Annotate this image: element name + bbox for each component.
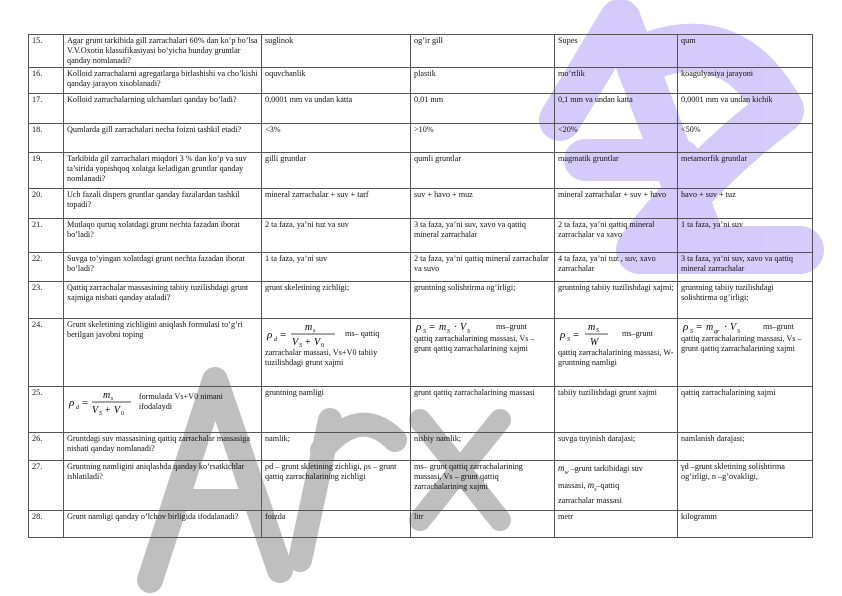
svg-text:S: S [98,410,102,416]
answer-a: suglinok [262,35,411,68]
formula-solid-density [414,320,551,334]
svg-text:d: d [274,337,277,343]
svg-text:S: S [299,343,302,348]
answer-b: 0,01 mm [411,94,555,124]
formula-note: ms– qattiq [345,329,380,338]
answer-c: suvga tuyinish darajasi; [555,433,678,461]
answer-d: qattiq zarrachalarining xajmi [678,387,813,433]
row-number: 21. [29,219,64,253]
question-text: Grunt namligi qanday o’lchov birligida ifodalanadi? [64,511,262,538]
answer-a: grunt skeletining zichligi; [262,282,411,319]
answer-b: og’ir gill [411,35,555,68]
table-row [29,387,813,433]
row-number: 27. [29,461,64,511]
table-row [29,461,813,511]
question-text: Gruntning namligini aniqlashda qanday ko’rsatkichlar ishlatiladi? [64,461,262,511]
svg-text:·: · [724,322,728,333]
svg-text:V: V [91,404,99,416]
table-row [29,94,813,124]
svg-text:ρ: ρ [416,321,422,333]
answer-d: <50% [678,124,813,153]
question-text: Suvga to’yingan xolatdagi grunt nechta fazadan iborat bo’ladi? [64,253,262,282]
symbol-mw-icon: $m_w$ [558,463,569,476]
svg-text:m: m [305,322,313,333]
answer-b: gruntning solishtirma og’irligi; [411,282,555,319]
question-text: Mutlaqo quruq xolatdagi grunt nechta fazadan iborat bo’ladi? [64,219,262,253]
question-text: Qumlarda gill zarrachalari necha foizni tashkil etadi? [64,124,262,153]
svg-text:ρ: ρ [560,329,566,341]
answer-d: 1 ta faza, ya’ni suv [678,219,813,253]
answer-d: gruntning tabiiy tuzilishdagi solishtirma og’irligi; [678,282,813,319]
answer-b [411,319,555,387]
answer-a: gruntning namligi [262,387,411,433]
answer-c: gruntning tabiiy tuzilishdagi xajmi; [555,282,678,319]
table-row [29,153,813,189]
svg-text:=: = [696,321,703,333]
svg-text:0: 0 [120,410,124,416]
answer-c-line4: zarrachalar massasi [558,495,622,505]
row-number: 16. [29,68,64,94]
answer-d: namlanish darajasi; [678,433,813,461]
answer-a: ρd – grunt skletining zichligi, ρs – grunt qattiq zarrachalarining zichligi [262,461,411,511]
question-text-suffix: formulada Vs+V0 nimani ifodalaydi [138,392,223,411]
row-number: 17. [29,94,64,124]
svg-text:m: m [102,390,111,402]
question-text: Grunt skeletining zichligini aniqlash formulasi to’g’ri berilgan javobni toping [64,319,262,387]
svg-text:m: m [439,322,447,333]
answer-c-line1: –grunt tarkibidagi suv [570,464,643,473]
answer-d: koagulyasiya jarayoni [678,68,813,94]
row-number: 20. [29,189,64,219]
quiz-table [28,34,813,538]
answer-c: metr [555,511,678,538]
answer-a: <3% [262,124,411,153]
formula-rho-s-gr-icon [681,320,757,334]
answer-b: qumli gruntlar [411,153,555,189]
question-text [64,387,262,433]
answer-c: 2 ta faza, ya’ni qattiq mineral zarrachalar va xavo [555,219,678,253]
svg-text:W: W [590,337,599,348]
answer-a: 2 ta faza, ya’ni tuz va suv [262,219,411,253]
answer-d: kilogramm [678,511,813,538]
svg-text:d: d [75,404,79,411]
formula-rho-d-icon [67,388,133,416]
answer-b: >10% [411,124,555,153]
svg-text:m: m [588,322,596,333]
answer-c: <20% [555,124,678,153]
svg-text:·: · [454,322,458,333]
answer-b: nisbiy namlik; [411,433,555,461]
svg-text:V: V [460,322,467,333]
svg-text:S: S [567,337,570,343]
table-row [29,189,813,219]
formula-rho-s-w-icon [558,320,616,348]
row-number: 28. [29,511,64,538]
svg-text:=: = [280,329,287,341]
svg-text:ρ: ρ [267,329,273,341]
formula-note: ms–grunt [496,322,527,331]
formula-description: qattiq zarrachalarining massasi, Vs –grunt qattiq zarrachalarining xajmi [681,334,802,353]
svg-text:0: 0 [321,343,324,348]
question-text: Kolloid zarrachalarni agregatlarga birlashishi va cho’kishi qanday jarayon xisoblanadi? [64,68,262,94]
table-row [29,219,813,253]
symbol-ms-icon: $m_s$ [587,479,597,493]
question-text: Agar grunt tarkibida gill zarrachalari 60% dan ko’p bo’lsa V.V.Oxotin klassifikasiyasi bo’yicha bunday gruntlar qanday nomlanadi? [64,35,262,68]
answer-c [555,319,678,387]
row-number: 25. [29,387,64,433]
svg-text:S: S [423,329,426,334]
formula-note: ms–grunt [763,322,794,331]
row-number: 22. [29,253,64,282]
answer-d: γd –grunt skletining solishtirma og’irligi, n –g’ovakligi, [678,461,813,511]
svg-text:=: = [573,329,580,341]
row-number: 24. [29,319,64,387]
answer-b: suv + havo + muz [411,189,555,219]
formula-rho-d-icon [265,320,339,348]
question-text: Gruntdagi suv massasining qattiq zarrachalar massasiga nisbati qanday nomlanadi? [64,433,262,461]
svg-text:S: S [737,329,740,334]
answer-c: 4 ta faza, ya’ni tuz , suv, xavo zarrachalar [555,253,678,282]
answer-a: gilli gruntlar [262,153,411,189]
svg-text:ρ: ρ [68,396,75,409]
table-row [29,511,813,538]
answer-d: 0,0001 mm va undan kichik [678,94,813,124]
question-text: Kolloid zarrachalarning ulchamlari qanday bo’ladi? [64,94,262,124]
answer-b: 2 ta faza, ya’ni qattiq mineral zarrachalar va suvo [411,253,555,282]
formula-note: ms–grunt [622,329,653,338]
answer-c: magmatik gruntlar [555,153,678,189]
answer-c-line2: massasi, [558,480,586,490]
table-row [29,124,813,153]
answer-a: 1 ta faza, ya’ni suv [262,253,411,282]
table-row [29,319,813,387]
svg-text:S: S [467,329,470,334]
row-number: 23. [29,282,64,319]
answer-c: mo’rtlik [555,68,678,94]
row-number: 18. [29,124,64,153]
answer-a [262,319,411,387]
answer-d: havo + suv + tuz [678,189,813,219]
formula-description: zarrachalar massasi, Vs+V0 tabiiy tuzilishdagi grunt xajmi [265,348,378,367]
svg-text:s: s [110,396,114,403]
table-row [29,433,813,461]
question-text: Uch fazali dispers gruntlar qanday fazalardan tashkil topadi? [64,189,262,219]
formula-description: qattiq zarrachalarining massasi, Vs –grunt qattiq zarrachalarining xajmi [414,334,535,353]
formula-gr-density [681,320,809,334]
svg-text:S: S [447,329,450,334]
row-number: 26. [29,433,64,461]
answer-a: namlik; [262,433,411,461]
formula-description: qattiq zarrachalarining massasi, W- gruntning namligi [558,348,674,367]
answer-a: foizda [262,511,411,538]
svg-text:S: S [690,329,693,334]
row-number: 19. [29,153,64,189]
answer-c: Supes [555,35,678,68]
svg-text:V: V [113,404,121,416]
answer-c-line3: –qattiq [596,480,620,490]
answer-b: litr [411,511,555,538]
svg-text:=: = [81,396,89,409]
question-text: Tarkibida gil zarrachalari miqdori 3 % dan ko’p va suv ta’sirida yopishqoq xolatga keladigan gruntlar qanday nomlanadi? [64,153,262,189]
formula-question [67,388,258,416]
svg-text:s: s [313,328,316,334]
formula-solid-moisture [558,320,674,348]
table-row [29,68,813,94]
svg-text:ρ: ρ [683,321,689,333]
formula-skeleton-density [265,320,407,348]
answer-d [678,319,813,387]
answer-b: ms– grunt qattiq zarrachalarining massasi, Vs – grunt qattiq zarrachalarining xajmi [411,461,555,511]
formula-rho-s-icon [414,320,490,334]
answer-b: plastik [411,68,555,94]
question-text: Qattiq zarrachalar massasining tabiiy tuzilishdagi grunt xajmiga nisbati qanday ataladi? [64,282,262,319]
svg-text:V: V [292,337,299,348]
svg-text:gr: gr [714,329,720,334]
svg-text:S: S [596,328,599,334]
svg-text:m: m [706,322,714,333]
svg-text:+: + [104,404,111,416]
table-row [29,35,813,68]
table-row [29,253,813,282]
svg-text:V: V [314,337,321,348]
answer-b: 3 ta faza, ya’ni suv, xavo va qattiq mineral zarrachalar [411,219,555,253]
svg-text:=: = [429,321,436,333]
answer-d: qum [678,35,813,68]
answer-b: grunt qattiq zarrachalarining massasi [411,387,555,433]
answer-c: 0,1 mm va undan katta [555,94,678,124]
answer-d: metamorfik gruntlar [678,153,813,189]
svg-text:V: V [730,322,737,333]
answer-c [555,461,678,511]
answer-d: 3 ta faza, ya’ni suv, xavo va qattiq mineral zarrachalar [678,253,813,282]
table-row [29,282,813,319]
answer-a: oquvchanlik [262,68,411,94]
answer-a: mineral zarrachalar + suv + tarf [262,189,411,219]
answer-c: tabiiy tuzilishdagi grunt xajmi [555,387,678,433]
row-number: 15. [29,35,64,68]
svg-text:+: + [305,337,311,348]
answer-a: 0,0001 mm va undan katta [262,94,411,124]
answer-c: mineral zarrachalar + suv + havo [555,189,678,219]
